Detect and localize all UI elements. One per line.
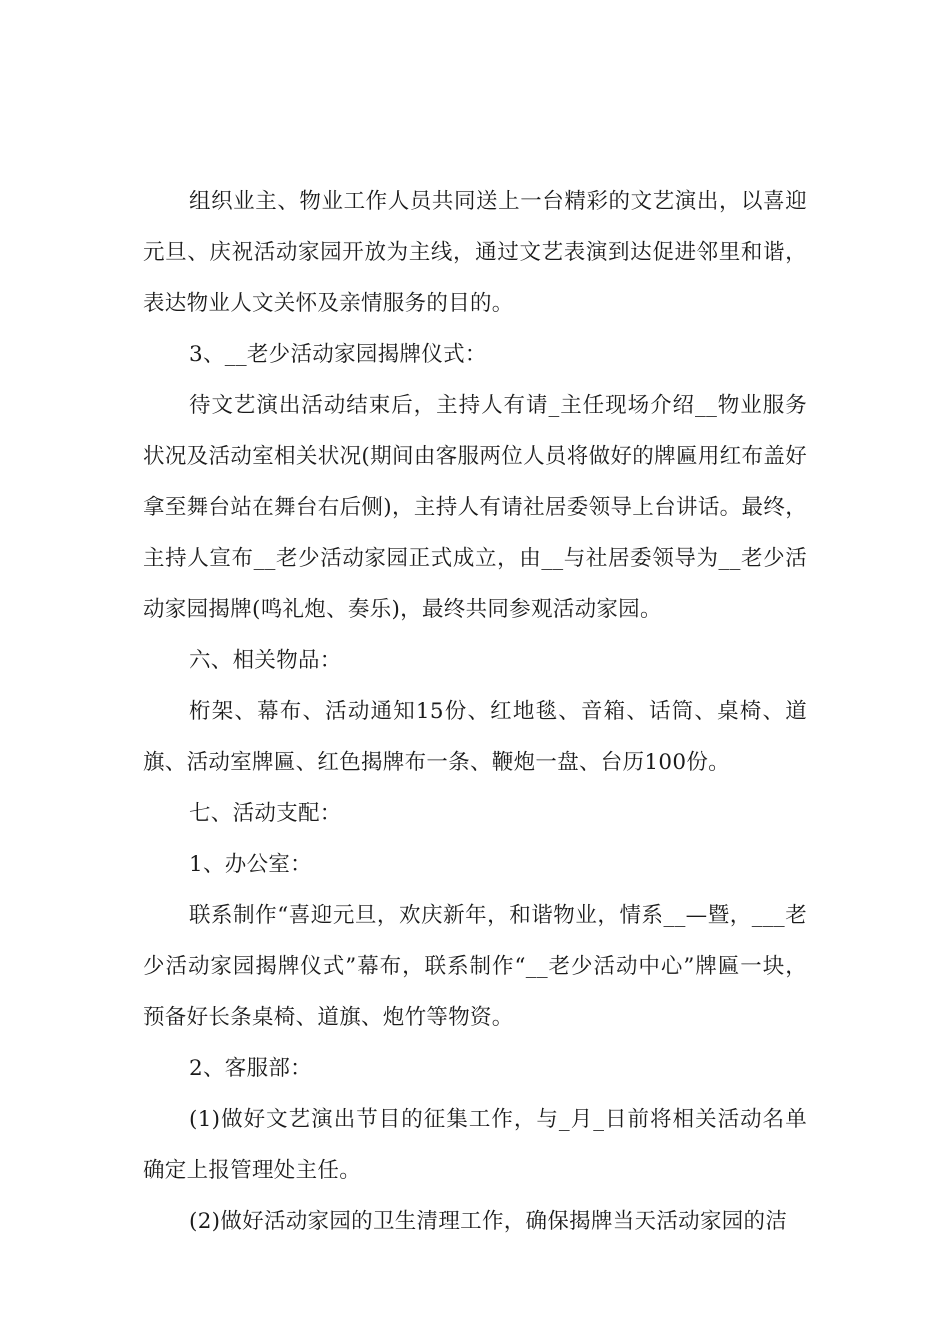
- heading-office: 1、办公室：: [189, 852, 312, 877]
- heading-activity-arrangement: 七、活动支配：: [189, 801, 342, 826]
- paragraph-unveiling-details: 待文艺演出活动结束后，主持人有请_主任现场介绍__物业服务状况及活动室相关状况(期间由客服两位人员将做好的牌匾用红布盖好拿至舞台站在舞台右后侧)，主持人有请社居委领导上台讲话。最终，主持人宣布__老少活动家园正式成立，由__与社居委领导为__老少活动家园揭牌(鸣礼炮、奏乐)，最终共同参观活动家园。: [143, 393, 807, 622]
- heading-related-items: 六、相关物品：: [189, 648, 342, 673]
- paragraph-items-list: 桁架、幕布、活动通知15份、红地毯、音箱、话筒、桌椅、道旗、活动室牌匾、红色揭牌布一条、鞭炮一盘、台历100份。: [143, 699, 807, 775]
- paragraph-office-tasks: 联系制作“喜迎元旦，欢庆新年，和谐物业，情系__—暨，___老少活动家园揭牌仪式”幕布，联系制作“__老少活动中心”牌匾一块，预备好长条桌椅、道旗、炮竹等物资。: [143, 903, 807, 1030]
- heading-customer-service: 2、客服部：: [189, 1056, 312, 1081]
- heading-unveiling-ceremony: 3、__老少活动家园揭牌仪式：: [189, 342, 487, 367]
- paragraph-performance: 组织业主、物业工作人员共同送上一台精彩的文艺演出，以喜迎元旦、庆祝活动家园开放为主线，通过文艺表演到达促进邻里和谐，表达物业人文关怀及亲情服务的目的。: [143, 189, 807, 316]
- paragraph-task-1: (1)做好文艺演出节目的征集工作，与_月_日前将相关活动名单确定上报管理处主任。: [143, 1107, 807, 1183]
- paragraph-task-2: (2)做好活动家园的卫生清理工作，确保揭牌当天活动家园的洁: [189, 1209, 788, 1234]
- document-body: [143, 176, 807, 1247]
